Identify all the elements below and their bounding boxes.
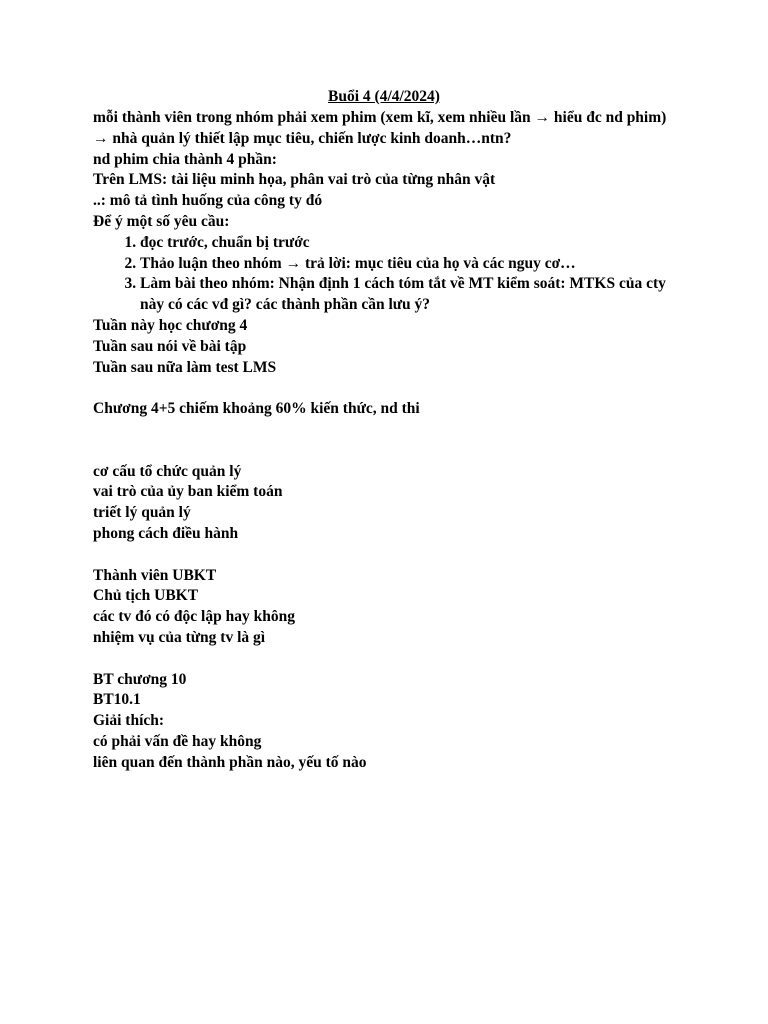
intro-line: mỗi thành viên trong nhóm phải xem phim (xem kĩ, xem nhiều lần → hiểu đc nd phim) → nhà quản lý thiết lập mục tiêu, chiến lược kinh doanh…ntn? bbox=[93, 109, 671, 147]
blank-line bbox=[93, 649, 683, 670]
audit-committee-line: Thành viên UBKT bbox=[93, 566, 217, 584]
blank-line bbox=[93, 420, 683, 441]
step-item: 2. Thảo luận theo nhóm → trả lời: mục tiêu của họ và các nguy cơ… bbox=[140, 254, 683, 275]
intro-line: Để ý một số yêu cầu: bbox=[93, 212, 230, 230]
schedule-line: Tuần sau nữa làm test LMS bbox=[93, 358, 277, 376]
exercise-line: liên quan đến thành phần nào, yếu tố nào bbox=[93, 753, 367, 771]
audit-committee-line: các tv đó có độc lập hay không bbox=[93, 608, 295, 626]
step-item: 1. đọc trước, chuẩn bị trước bbox=[140, 233, 683, 254]
exercise-line: có phải vấn đề hay không bbox=[93, 732, 262, 750]
blank-line bbox=[93, 441, 683, 462]
exercise-line: BT chương 10 bbox=[93, 670, 187, 688]
schedule-line: Tuần này học chương 4 bbox=[93, 316, 248, 334]
page-title: Buổi 4 (4/4/2024) bbox=[328, 88, 440, 105]
schedule-line: Tuần sau nói về bài tập bbox=[93, 337, 247, 355]
management-line: phong cách điều hành bbox=[93, 524, 239, 542]
audit-committee-line: nhiệm vụ của từng tv là gì bbox=[93, 628, 266, 646]
intro-line: nd phim chia thành 4 phần: bbox=[93, 150, 277, 168]
notes-body bbox=[93, 108, 683, 774]
blank-line bbox=[93, 378, 683, 399]
exam-note: Chương 4+5 chiếm khoảng 60% kiến thức, nd thi bbox=[93, 400, 420, 418]
step-item: 3. Làm bài theo nhóm: Nhận định 1 cách tóm tắt về MT kiểm soát: MTKS của cty này có các vđ gì? các thành phần cần lưu ý? bbox=[140, 274, 683, 316]
intro-line: Trên LMS: tài liệu minh họa, phân vai trò của từng nhân vật bbox=[93, 171, 496, 189]
audit-committee-line: Chủ tịch UBKT bbox=[93, 587, 199, 605]
exercise-line: BT10.1 bbox=[93, 691, 141, 709]
blank-line bbox=[93, 545, 683, 566]
management-line: triết lý quản lý bbox=[93, 504, 191, 522]
management-line: cơ cấu tổ chức quản lý bbox=[93, 462, 242, 480]
steps-list bbox=[93, 233, 683, 316]
management-line: vai trò của ủy ban kiểm toán bbox=[93, 483, 283, 501]
intro-line: ..: mô tả tình huống của công ty đó bbox=[93, 192, 323, 210]
exercise-line: Giải thích: bbox=[93, 712, 165, 730]
